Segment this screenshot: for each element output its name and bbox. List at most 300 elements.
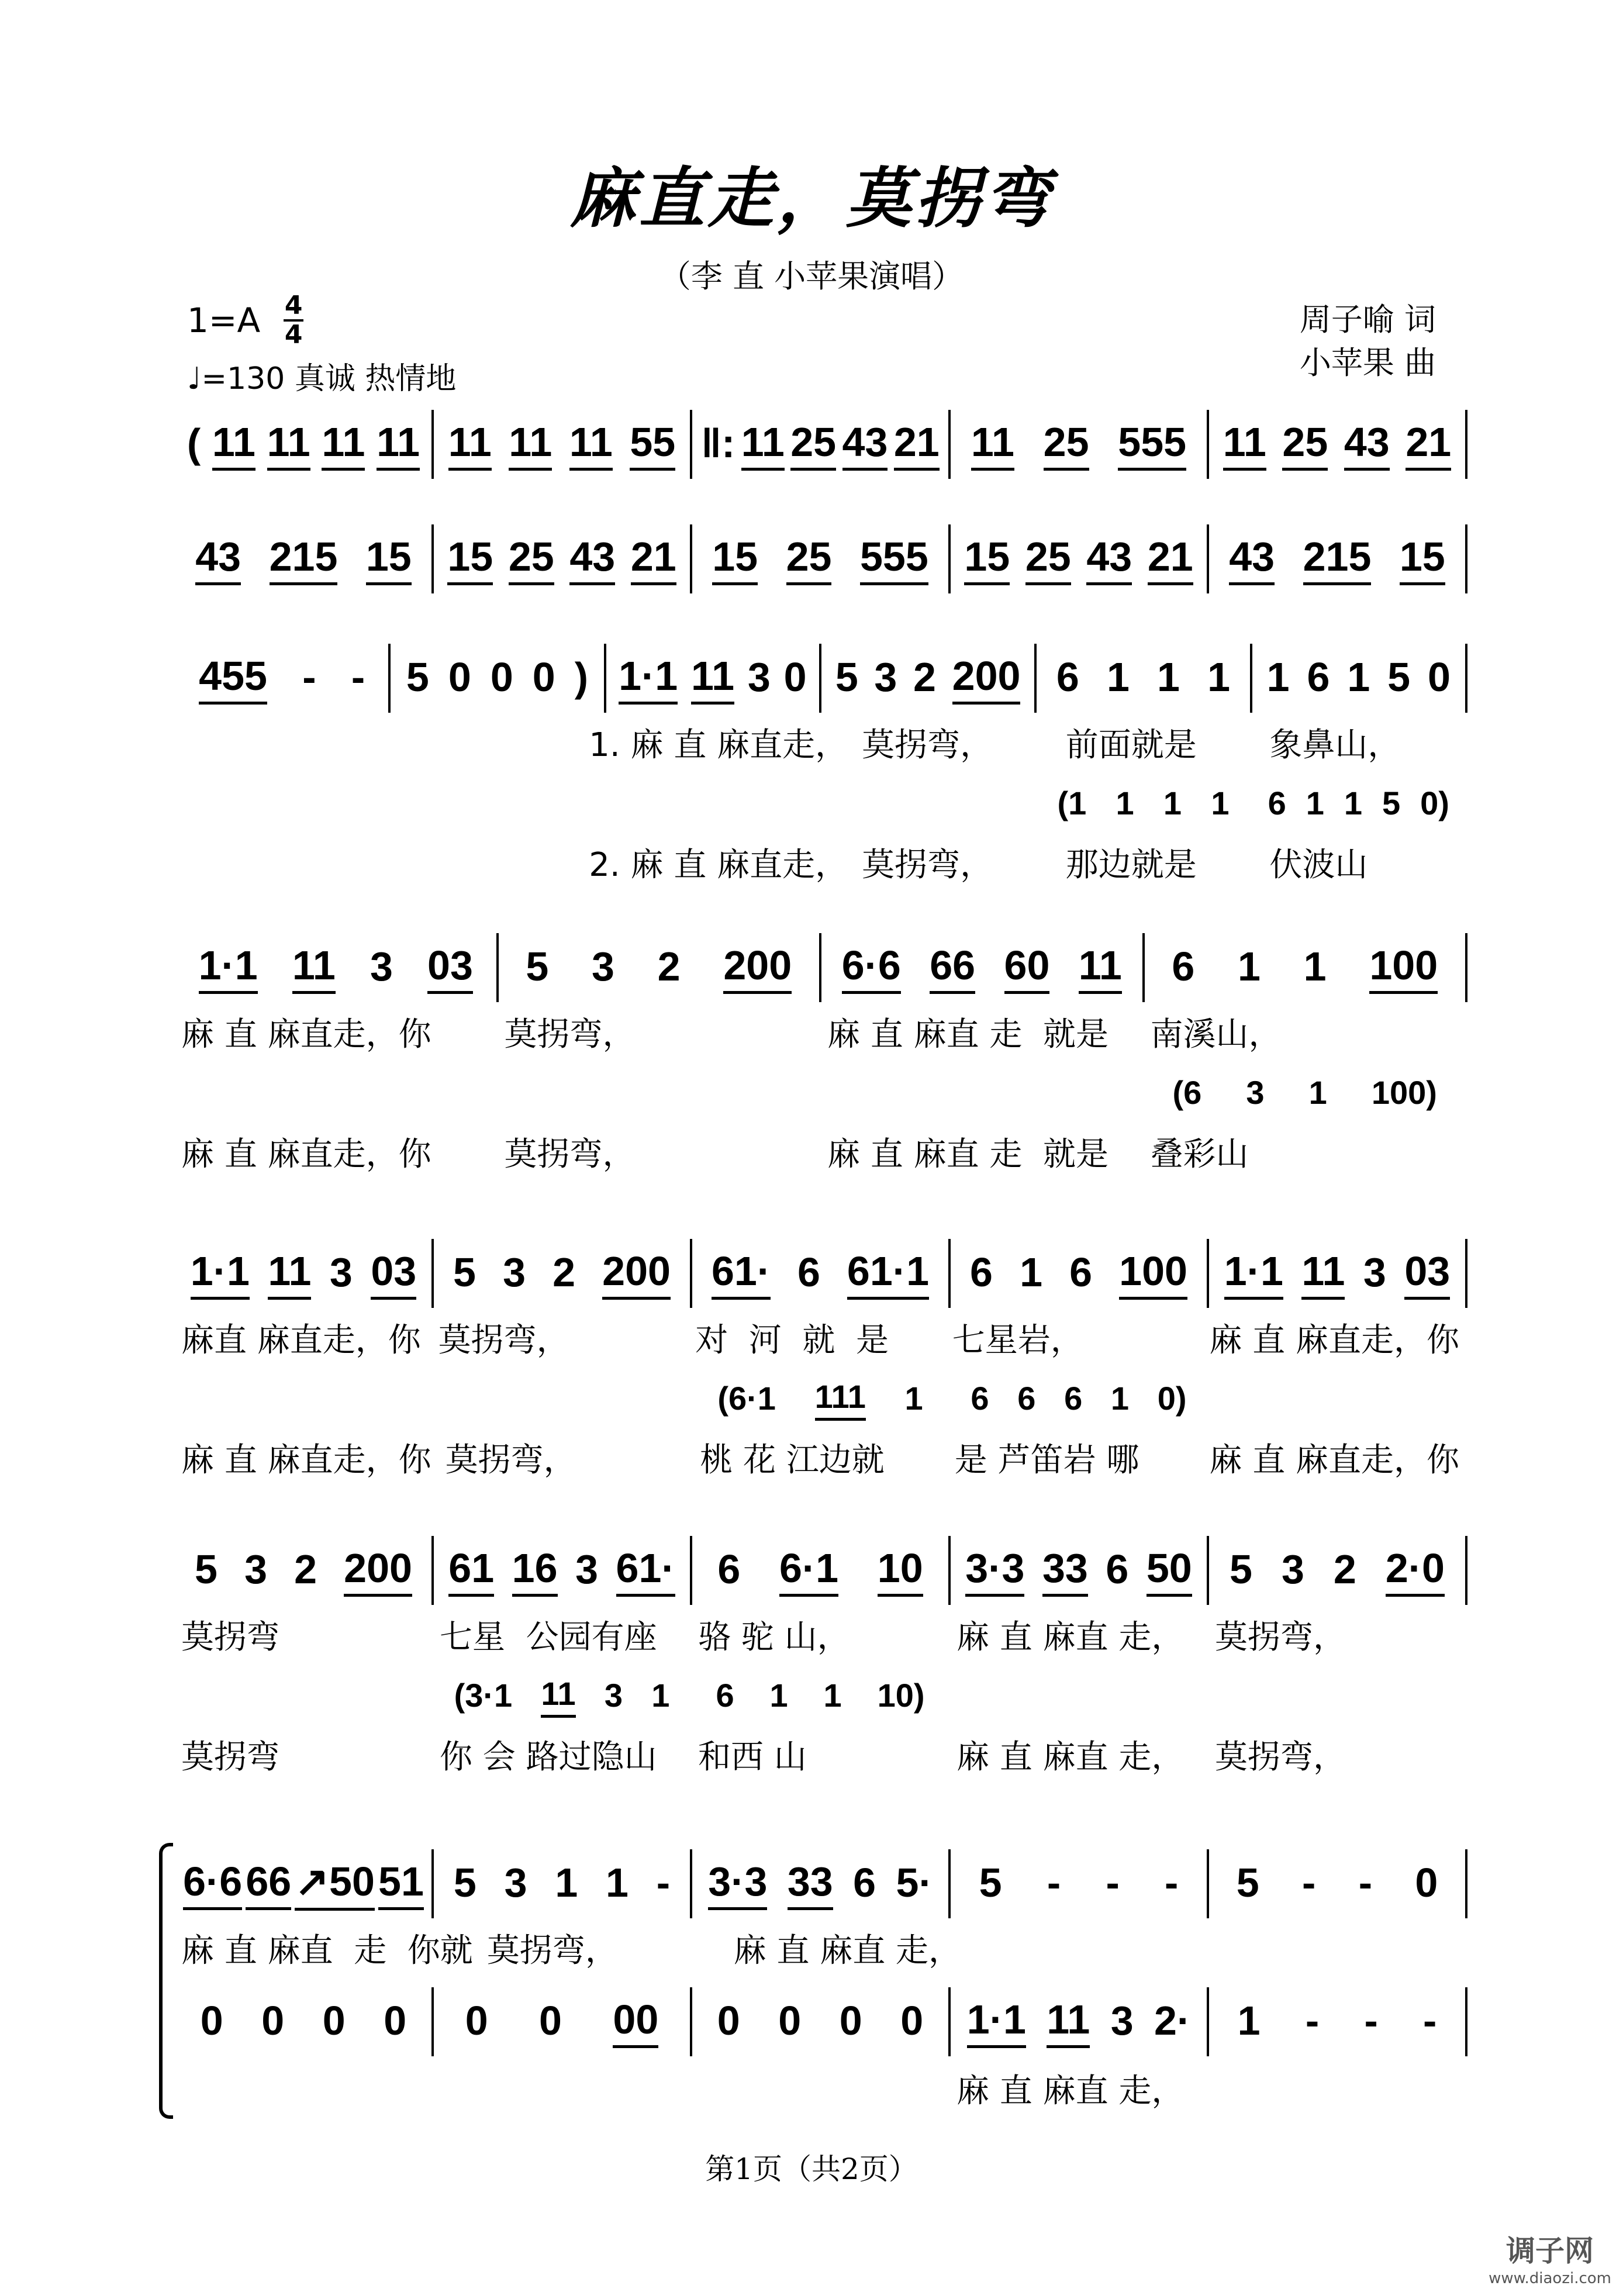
note: 60 xyxy=(1004,942,1050,994)
notes-row-measure xyxy=(434,524,692,593)
note: 50 xyxy=(1147,1545,1192,1597)
note: 1 xyxy=(769,1676,788,1714)
note: 1 xyxy=(1308,1073,1327,1111)
note: 455 xyxy=(199,652,267,705)
note: 0 xyxy=(532,654,555,700)
song-title: 麻直走，莫拐弯 xyxy=(570,161,1053,237)
note: 6 xyxy=(1268,784,1286,821)
note: (3·1 xyxy=(454,1676,513,1714)
interlude-row-measure xyxy=(692,1377,951,1421)
note: 11 xyxy=(1301,1248,1345,1300)
note: 6 xyxy=(1172,944,1195,989)
lyrics-verse-2 xyxy=(175,1428,1467,1487)
note: - xyxy=(1047,1860,1061,1905)
lyrics-verse-1-measure: 麻 直 麻直 走 就是 xyxy=(827,1016,1109,1054)
lyrics-verse-1 xyxy=(175,1003,1467,1061)
note: 3 xyxy=(329,1249,353,1295)
notes-row-measure xyxy=(951,1536,1209,1605)
note: - xyxy=(656,1860,671,1905)
note: - xyxy=(1165,1860,1179,1905)
note: 00 xyxy=(613,1996,658,2048)
note: 1 xyxy=(1211,784,1230,821)
upper-staff-measure xyxy=(1209,1849,1467,1918)
note: 11 xyxy=(1223,419,1266,471)
note: 6 xyxy=(853,1860,876,1905)
notes-row-measure xyxy=(692,524,951,593)
note: 11 xyxy=(448,419,492,471)
note: 6 xyxy=(1106,1546,1129,1592)
note: 3·3 xyxy=(708,1858,767,1910)
note: 25 xyxy=(786,533,832,585)
note: 100 xyxy=(1119,1248,1187,1300)
note: 25 xyxy=(1025,533,1071,585)
note: 1 xyxy=(1238,944,1261,989)
lyrics-verse-2-measure: 莫拐弯， xyxy=(504,1135,636,1173)
notes-row-measure xyxy=(692,1239,951,1308)
note: 6·1 xyxy=(779,1545,838,1597)
note: 33 xyxy=(788,1858,833,1910)
note: 61· xyxy=(616,1545,675,1597)
lyrics-verse-1-measure: 1. 麻 直 麻直走， xyxy=(589,726,848,764)
note: 03 xyxy=(427,942,473,994)
note: 11 xyxy=(212,419,255,471)
note: - xyxy=(1305,1998,1320,2043)
note: 1 xyxy=(1116,784,1134,821)
notes-row xyxy=(175,1541,1467,1600)
notes-row-measure xyxy=(175,644,391,713)
watermark-name: 调子网 xyxy=(1506,2234,1594,2268)
note: 15 xyxy=(1400,533,1445,585)
note: 11 xyxy=(268,1248,311,1300)
note: 6 xyxy=(716,1676,734,1714)
note: (6 xyxy=(1172,1073,1202,1111)
notes-row-measure xyxy=(1209,524,1467,593)
note: 6·6 xyxy=(842,942,901,994)
lyrics-verse-1 xyxy=(175,1606,1467,1664)
key: 1=A xyxy=(187,301,261,340)
lyrics-verse-2-measure: 麻 直 麻直走，你 xyxy=(1209,1441,1459,1479)
note: - xyxy=(351,654,365,700)
note: 0 xyxy=(1415,1860,1438,1905)
notes-row-measure xyxy=(391,644,606,713)
lower-staff-measure xyxy=(434,1987,692,2056)
notes-row-measure xyxy=(1209,1239,1467,1308)
note: 0 xyxy=(783,654,807,700)
note: 6 xyxy=(1017,1379,1036,1417)
notes-row xyxy=(175,938,1467,997)
note: 10) xyxy=(877,1676,925,1714)
note: 1 xyxy=(1020,1249,1043,1295)
watermark-url: www.diaozi.com xyxy=(1489,2270,1611,2287)
notes-row xyxy=(175,530,1467,588)
note: 2· xyxy=(1154,1998,1191,2043)
time-top: 4 xyxy=(284,291,303,320)
note: 1 xyxy=(904,1379,923,1417)
note: 15 xyxy=(712,533,758,585)
notes-row-measure xyxy=(692,1536,951,1605)
note: 0 xyxy=(322,1998,346,2043)
note: 11 xyxy=(691,652,734,705)
lower-lyrics xyxy=(175,2059,1467,2118)
note: 43 xyxy=(1229,533,1275,585)
composer: 小苹果 曲 xyxy=(1299,344,1436,381)
note: 2 xyxy=(552,1249,576,1295)
note: 1 xyxy=(1157,654,1180,700)
notes-row-measure xyxy=(175,1536,434,1605)
interlude-row xyxy=(175,1064,1467,1123)
note: 2 xyxy=(657,944,681,989)
note: 3 xyxy=(244,1546,268,1592)
note: 5 xyxy=(979,1860,1002,1905)
note: 1·1 xyxy=(967,1996,1026,2048)
note: 555 xyxy=(860,533,928,585)
note: 61 xyxy=(448,1545,494,1597)
page-number: 第1页（共2页） xyxy=(705,2152,918,2186)
note: 43 xyxy=(195,533,241,585)
lyrics-verse-2-measure: 麻 直 麻直走，你 xyxy=(181,1441,431,1479)
note: 1 xyxy=(651,1676,670,1714)
note: 66 xyxy=(246,1858,291,1910)
note: 5 xyxy=(195,1546,217,1592)
note: 3 xyxy=(592,944,614,989)
note: 1 xyxy=(1306,784,1324,821)
note: 1·1 xyxy=(619,652,678,705)
note: 0 xyxy=(539,1998,562,2043)
lyrics-verse-1-measure: 南溪山， xyxy=(1150,1016,1282,1054)
lyrics-verse-2-measure: 麻 直 麻直走，你 xyxy=(181,1135,431,1173)
interlude-row xyxy=(175,775,1467,833)
upper-lyrics-measure: 麻 直 麻直 走 你就 xyxy=(181,1932,473,1970)
lower-lyrics-measure: 麻 直 麻直 走， xyxy=(956,2072,1185,2110)
note: 1 xyxy=(555,1860,578,1905)
lyrics-verse-2-measure: 是 芦笛岩 哪 xyxy=(954,1441,1139,1479)
note: 1 xyxy=(1344,784,1363,821)
note: 1 xyxy=(606,1860,629,1905)
note: 3 xyxy=(370,944,393,989)
lyricist: 周子喻 词 xyxy=(1299,301,1436,338)
note: 6 xyxy=(1056,654,1079,700)
note: 5 xyxy=(835,654,858,700)
note: 111 xyxy=(815,1377,866,1421)
notes-row-measure xyxy=(692,410,951,479)
note: 2 xyxy=(913,654,936,700)
notes-row-measure xyxy=(175,1239,434,1308)
upper-staff-measure xyxy=(951,1849,1209,1918)
note: 0 xyxy=(200,1998,223,2043)
lyrics-verse-1-measure: 莫拐弯 xyxy=(181,1618,279,1656)
key-signature xyxy=(187,292,303,348)
note: 5 xyxy=(1387,654,1411,700)
note: 6 xyxy=(970,1249,993,1295)
interlude-row-measure xyxy=(1252,784,1467,824)
notes-row-measure xyxy=(434,1536,692,1605)
note: - xyxy=(302,654,316,700)
note: 21 xyxy=(894,419,940,471)
note: 1·1 xyxy=(191,1248,250,1300)
note: 6 xyxy=(1064,1379,1083,1417)
note: 11 xyxy=(377,419,420,471)
lyrics-verse-1-measure: 麻直 麻直走，你 xyxy=(181,1321,421,1359)
notes-row-measure xyxy=(175,524,434,593)
note: 0 xyxy=(900,1998,924,2043)
notes-row-measure xyxy=(821,644,1037,713)
note: 0 xyxy=(490,654,513,700)
time-bottom: 4 xyxy=(284,320,303,350)
note: 25 xyxy=(1044,419,1089,471)
notes-row-measure xyxy=(1209,410,1467,479)
note: 51 xyxy=(378,1858,424,1910)
note: 3 xyxy=(504,1860,527,1905)
note: 0 xyxy=(1428,654,1451,700)
note: 43 xyxy=(569,533,615,585)
upper-lyrics xyxy=(175,1919,1467,1977)
interlude-row xyxy=(175,1370,1467,1428)
note: 11 xyxy=(267,419,310,471)
note: 3 xyxy=(1110,1998,1134,2043)
note: 1 xyxy=(1347,654,1370,700)
note: 5 xyxy=(406,654,429,700)
lower-staff xyxy=(175,1993,1467,2051)
notes-row-measure xyxy=(821,933,1145,1002)
lyrics-verse-2 xyxy=(175,1123,1467,1181)
note: 11 xyxy=(569,419,613,471)
note: - xyxy=(1364,1998,1378,2043)
notes-row xyxy=(175,415,1467,474)
note: 66 xyxy=(930,942,975,994)
note: 1 xyxy=(823,1676,842,1714)
note: 1 xyxy=(1266,654,1290,700)
note: ‖: xyxy=(701,420,735,466)
note: 2 xyxy=(1333,1546,1356,1592)
note: ↗50 xyxy=(295,1857,375,1911)
lyrics-verse-1 xyxy=(175,1308,1467,1367)
credits xyxy=(1300,298,1436,385)
notes-row-measure xyxy=(1252,644,1467,713)
interlude-row-measure xyxy=(1145,1073,1468,1114)
note: 21 xyxy=(1148,533,1193,585)
notes-row-measure xyxy=(175,933,499,1002)
note: 1 xyxy=(1207,654,1231,700)
note: 1 xyxy=(1163,784,1182,821)
note: 100 xyxy=(1369,942,1438,994)
lower-staff-measure xyxy=(951,1987,1209,2056)
note: 3 xyxy=(1281,1546,1304,1592)
note: 3 xyxy=(503,1249,526,1295)
note: 3 xyxy=(604,1676,623,1714)
note: 2·0 xyxy=(1386,1545,1445,1597)
note: 2 xyxy=(294,1546,317,1592)
note: 0 xyxy=(448,654,471,700)
note: 10 xyxy=(878,1545,923,1597)
note: 15 xyxy=(447,533,493,585)
note: 5 xyxy=(1230,1546,1252,1592)
lyrics-verse-2-measure: 你 会 路过隐山 xyxy=(440,1738,657,1776)
lyrics-verse-1-measure: 莫拐弯， xyxy=(862,726,993,764)
note: 100) xyxy=(1371,1073,1437,1111)
note: 5 xyxy=(526,944,549,989)
note: 200 xyxy=(952,652,1021,705)
performers: （李 直 小苹果演唱） xyxy=(659,258,964,295)
note: 1·1 xyxy=(199,942,258,994)
notes-row-measure xyxy=(434,410,692,479)
tempo-marking: ♩=130 真诚 热情地 xyxy=(187,361,457,396)
notes-row-measure xyxy=(606,644,821,713)
note: 3 xyxy=(575,1546,599,1592)
note: 0) xyxy=(1157,1379,1187,1417)
note: 0 xyxy=(261,1998,285,2043)
lyrics-verse-2-measure: 和西 山 xyxy=(698,1738,807,1776)
notes-row-measure xyxy=(951,410,1209,479)
note: 3 xyxy=(1363,1249,1386,1295)
time-signature xyxy=(284,292,303,348)
note: 11 xyxy=(509,419,552,471)
note: 1 xyxy=(1303,944,1327,989)
lyrics-verse-1-measure: 麻 直 麻直走，你 xyxy=(181,1016,431,1054)
lower-staff-measure xyxy=(692,1987,951,2056)
note: (1 xyxy=(1057,784,1087,821)
note: 5 xyxy=(453,1860,476,1905)
note: 5· xyxy=(896,1860,933,1905)
note: 6 xyxy=(797,1249,820,1295)
note: 6 xyxy=(971,1379,989,1417)
note: - xyxy=(1302,1860,1316,1905)
note: 6 xyxy=(717,1546,741,1592)
note: 25 xyxy=(790,419,836,471)
note: 6 xyxy=(1307,654,1330,700)
notes-row-measure xyxy=(1145,933,1468,1002)
note: 15 xyxy=(366,533,412,585)
note: 61·1 xyxy=(847,1248,929,1300)
note: 0 xyxy=(384,1998,407,2043)
interlude-row xyxy=(175,1667,1467,1725)
notes-row xyxy=(175,1244,1467,1303)
note: 21 xyxy=(1406,419,1451,471)
note: 215 xyxy=(1303,533,1372,585)
note: 15 xyxy=(964,533,1010,585)
note: 11 xyxy=(541,1674,575,1718)
note: 0 xyxy=(839,1998,862,2043)
lyrics-verse-1-measure: 莫拐弯， xyxy=(504,1016,636,1054)
lyrics-verse-1-measure: 对 河 就 是 xyxy=(695,1321,889,1359)
note: 0 xyxy=(778,1998,802,2043)
note: 0) xyxy=(1420,784,1449,821)
notes-row-measure xyxy=(1037,644,1252,713)
upper-lyrics-measure: 麻 直 麻直 走， xyxy=(733,1932,962,1970)
note: 5 xyxy=(1236,1860,1259,1905)
note: 33 xyxy=(1042,1545,1088,1597)
note: 11 xyxy=(1047,1996,1090,2048)
note: 16 xyxy=(512,1545,558,1597)
lyrics-verse-2-measure: 2. 麻 直 麻直走， xyxy=(589,846,848,884)
upper-staff-measure xyxy=(434,1849,692,1918)
note: 1 xyxy=(1106,654,1130,700)
note: 3 xyxy=(874,654,897,700)
lyrics-verse-1-measure: 前面就是 xyxy=(1065,726,1197,764)
interlude-row-measure xyxy=(692,1676,951,1717)
lyrics-verse-2-measure: 那边就是 xyxy=(1065,846,1197,884)
note: ) xyxy=(574,654,589,700)
note: 25 xyxy=(1282,419,1328,471)
note: 03 xyxy=(371,1248,416,1300)
upper-lyrics-measure: 莫拐弯， xyxy=(486,1932,618,1970)
notes-row xyxy=(175,649,1467,707)
note: - xyxy=(1358,1860,1372,1905)
lyrics-verse-1-measure: 七星 公园有座 xyxy=(440,1618,657,1656)
lyrics-verse-2-measure: 莫拐弯， xyxy=(445,1441,576,1479)
lyrics-verse-1 xyxy=(175,713,1467,772)
note: 555 xyxy=(1118,419,1186,471)
note: 3·3 xyxy=(965,1545,1024,1597)
lyrics-verse-2-measure: 叠彩山 xyxy=(1150,1135,1249,1173)
note: 55 xyxy=(630,419,675,471)
note: 21 xyxy=(631,533,676,585)
note: 6 xyxy=(1069,1249,1093,1295)
lyrics-verse-2-measure: 莫拐弯， xyxy=(862,846,993,884)
note: 0 xyxy=(465,1998,488,2043)
watermark xyxy=(1489,2228,1611,2287)
note: 200 xyxy=(723,942,792,994)
note: 1·1 xyxy=(1224,1248,1283,1300)
lyrics-verse-2-measure: 莫拐弯 xyxy=(181,1738,279,1776)
lyrics-verse-1-measure: 麻 直 麻直走，你 xyxy=(1209,1321,1459,1359)
lyrics-verse-1-measure: 莫拐弯， xyxy=(438,1321,569,1359)
notes-row-measure xyxy=(434,1239,692,1308)
note: 1 xyxy=(1237,1998,1261,2043)
note: 215 xyxy=(270,533,338,585)
note: 5 xyxy=(453,1249,476,1295)
note: 11 xyxy=(1079,942,1122,994)
lower-staff-measure xyxy=(175,1987,434,2056)
interlude-row-measure xyxy=(434,1674,692,1718)
lyrics-verse-2-measure: 麻 直 麻直 走 就是 xyxy=(827,1135,1109,1173)
note: 0 xyxy=(717,1998,740,2043)
note: 6·6 xyxy=(183,1858,242,1910)
upper-staff-measure xyxy=(175,1849,434,1918)
note: 1 xyxy=(1110,1379,1130,1417)
lyrics-verse-1-measure: 莫拐弯， xyxy=(1215,1618,1346,1656)
note: 11 xyxy=(322,419,365,471)
lyrics-verse-2-measure: 麻 直 麻直 走， xyxy=(956,1738,1185,1776)
note: 25 xyxy=(509,533,554,585)
note: 200 xyxy=(602,1248,671,1300)
note: 03 xyxy=(1404,1248,1450,1300)
lyrics-verse-2-measure: 桃 花 江边就 xyxy=(700,1441,885,1479)
notes-row-measure xyxy=(951,1239,1209,1308)
notes-row-measure xyxy=(499,933,822,1002)
lyrics-verse-2 xyxy=(175,833,1467,892)
note: 11 xyxy=(741,419,785,471)
lyrics-verse-2-measure: 莫拐弯， xyxy=(1215,1738,1346,1776)
note: 11 xyxy=(292,942,336,994)
note: 200 xyxy=(344,1545,412,1597)
notes-row-measure xyxy=(175,410,434,479)
note: - xyxy=(1423,1998,1437,2043)
lyrics-verse-2 xyxy=(175,1725,1467,1784)
note: 3 xyxy=(1246,1073,1265,1111)
note: (6·1 xyxy=(717,1379,776,1417)
note: 5 xyxy=(1382,784,1401,821)
upper-staff-measure xyxy=(692,1849,951,1918)
lyrics-verse-2-measure: 伏波山 xyxy=(1269,846,1368,884)
note: 43 xyxy=(1344,419,1390,471)
note: 3 xyxy=(747,654,771,700)
lower-staff-measure xyxy=(1209,1987,1467,2056)
lyrics-verse-1-measure: 七星岩， xyxy=(952,1321,1083,1359)
note: 43 xyxy=(1086,533,1132,585)
lyrics-verse-1-measure: 麻 直 麻直 走， xyxy=(956,1618,1185,1656)
note: ( xyxy=(187,420,201,466)
lyrics-verse-1-measure: 象鼻山， xyxy=(1269,726,1401,764)
